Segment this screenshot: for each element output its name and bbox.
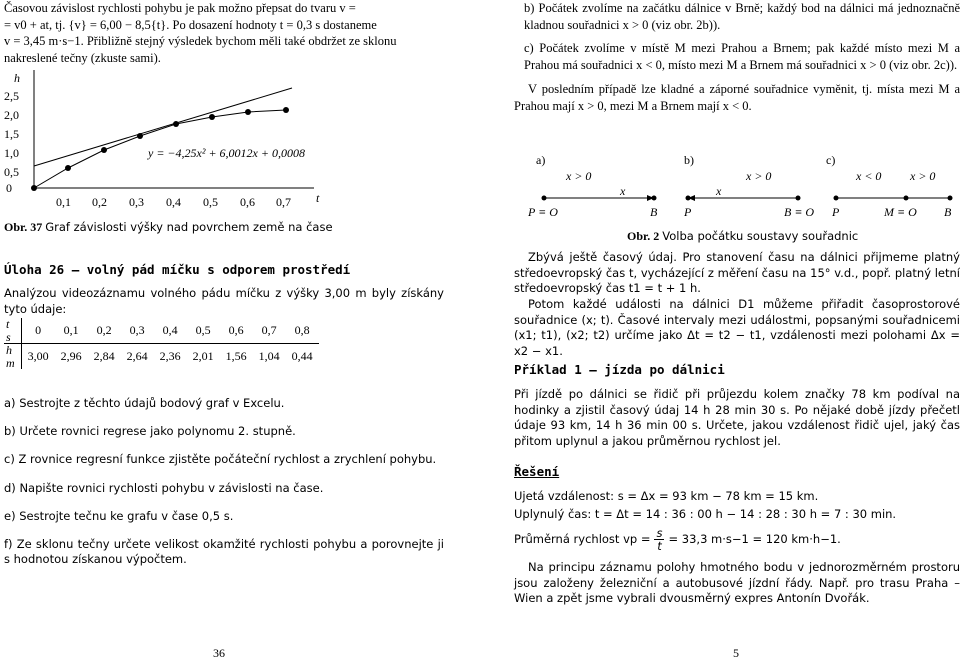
item-b: b) Počátek zvolíme na začátku dálnice v Brně; každý bod na dálnici má jednoznačně kladnou souřadnici x > 0 (viz obr. 2b)). bbox=[524, 1, 960, 32]
fig-b-left: P bbox=[684, 205, 692, 219]
paragraph: Zbývá ještě časový údaj. Pro stanovení času na dálnici přijmeme platný středoevropský čas t, vycházející z měření času na 15° v.d., popř. platný letní středoevropský čas t1 = t + 1 h. bbox=[514, 250, 960, 296]
y-axis-label: h bbox=[14, 71, 20, 85]
data-point bbox=[101, 147, 107, 153]
row-header-height: h m bbox=[4, 344, 21, 370]
fig-a-right: B bbox=[650, 205, 658, 219]
task-item: e) Sestrojte tečnu ke grafu v čase 0,5 s. bbox=[4, 508, 234, 523]
figure-caption: Graf závislosti výšky nad povrchem země na čase bbox=[45, 220, 333, 234]
x-tick-label: 0,1 bbox=[56, 195, 71, 209]
data-point bbox=[283, 107, 289, 113]
task-item: d) Napište rovnici rychlosti pohybu v závislosti na čase. bbox=[4, 480, 324, 495]
table-cell: 1,04 bbox=[258, 348, 280, 363]
fig-b-right: B ≡ O bbox=[784, 205, 815, 219]
table-cell: 0,5 bbox=[187, 318, 220, 344]
x-tick-label: 0,7 bbox=[276, 195, 291, 209]
solution-line: Ujetá vzdálenost: s = Δx = 93 km − 78 km = 15 km. bbox=[514, 489, 819, 503]
origin-label: 0 bbox=[6, 181, 12, 195]
table-cell: 0,7 bbox=[253, 318, 286, 344]
fig-c-point-left bbox=[834, 196, 839, 201]
data-point bbox=[65, 165, 71, 171]
figure-label: Obr. 37 bbox=[4, 220, 43, 234]
task-item: f) Ze sklonu tečny určete velikost okamžité rychlosti pohybu a porovnejte ji s hodnotou získanou výpočtem. bbox=[4, 536, 444, 567]
fig-a-point-left bbox=[542, 196, 547, 201]
table-cell: 2,96 bbox=[60, 348, 82, 363]
y-tick-label: 2,5 bbox=[4, 89, 19, 103]
left-column bbox=[4, 0, 444, 567]
figure-caption: Volba počátku soustavy souřadnic bbox=[662, 229, 859, 243]
fig-b-label: b) bbox=[684, 153, 694, 167]
intro-line-3: v = 3,45 m·s−1. Přibližně stejný výsledek bychom měli také obdržet ze sklonu bbox=[4, 34, 397, 48]
fig-b-point-right bbox=[796, 196, 801, 201]
item-c: c) Počátek zvolíme v místě M mezi Prahou a Brnem; pak každé místo mezi M a Prahou má souřadnici x < 0, místo mezi M a Brnem má souřadnici x > 0 (viz obr. 2c)). bbox=[524, 41, 960, 72]
fig-c-point-right bbox=[948, 196, 953, 201]
table-cell: 0,4 bbox=[154, 318, 187, 344]
y-tick-label: 1,0 bbox=[4, 146, 19, 160]
y-tick-label: 0,5 bbox=[4, 165, 19, 179]
coordinate-figure bbox=[514, 150, 960, 220]
task-item: c) Z rovnice regresní funkce zjistěte počáteční rychlost a zrychlení pohybu. bbox=[4, 452, 437, 467]
x-tick-label: 0,5 bbox=[203, 195, 218, 209]
row-header-time: t s bbox=[4, 318, 21, 344]
table-cell: 0,2 bbox=[88, 318, 121, 344]
task-intro: Analýzou videozáznamu volného pádu míčku z výšky 3,00 m byly získány tyto údaje: bbox=[4, 286, 444, 316]
intro-line-2: = v0 + at, tj. {v} = 6,00 − 8,5{t}. Po dosazení hodnoty t = 0,3 s dostaneme bbox=[4, 17, 377, 32]
intro-line-1: Časovou závislost rychlosti pohybu je pak možno přepsat do tvaru v = bbox=[4, 1, 356, 15]
data-point bbox=[209, 114, 215, 120]
table-cell: 0,1 bbox=[55, 318, 88, 344]
solution-title: Řešení bbox=[514, 464, 560, 479]
table-cell: 2,01 bbox=[192, 348, 214, 363]
fig-a-axis-x: x bbox=[620, 184, 626, 198]
task-item: b) Určete rovnici regrese jako polynomu 2. stupně. bbox=[4, 424, 296, 439]
table-cell: 0 bbox=[21, 318, 55, 344]
table-cell: 0,6 bbox=[220, 318, 253, 344]
fig-b-top-right: x > 0 bbox=[746, 169, 772, 183]
intro-line-4: nakreslené tečny (zkuste sami). bbox=[4, 50, 161, 65]
task-title: Úloha 26 – volný pád míčku s odporem prostředí bbox=[4, 262, 351, 277]
paragraph: V posledním případě lze kladné a záporné souřadnice vyměnit, tj. místa mezi M a Prahou mají x > 0, mezi M a Brnem mají x < 0. bbox=[514, 82, 960, 113]
measurement-table bbox=[4, 318, 319, 369]
table-cell: 0,44 bbox=[291, 348, 313, 363]
data-point bbox=[137, 133, 143, 139]
paragraph: Na principu záznamu polohy hmotného bodu v jednorozměrném prostoru jsou založeny železniční a autobusové jízdní řády. Např. pro trasu Praha – Wien a zpět jsme vybrali dvousměrný expres Antonín Dvořák. bbox=[514, 560, 960, 606]
fraction: $\frac{s}{t}$ bbox=[656, 526, 663, 554]
fig-a-left: P ≡ O bbox=[528, 205, 558, 219]
regression-equation: y = −4,25x² + 6,0012x + 0,0008 bbox=[148, 146, 305, 160]
fig-c-mid: M ≡ O bbox=[884, 205, 917, 219]
y-tick-label: 1,5 bbox=[4, 127, 19, 141]
fig-c-left: P bbox=[832, 205, 840, 219]
data-point bbox=[245, 109, 251, 115]
data-point bbox=[31, 185, 37, 191]
table-cell: 0,8 bbox=[286, 318, 319, 344]
x-tick-label: 0,6 bbox=[240, 195, 255, 209]
x-axis-label: t bbox=[316, 191, 320, 205]
solution-line: Průměrná rychlost vp = $\frac{s}{t}$ = 33,3 m·s−1 = 120 km·h−1. bbox=[514, 526, 841, 554]
page-number-right: 5 bbox=[733, 646, 739, 661]
table-row bbox=[4, 318, 319, 344]
table-cell: 3,00 bbox=[27, 348, 49, 363]
fig-c-label: c) bbox=[826, 153, 836, 167]
x-tick-label: 0,2 bbox=[92, 195, 107, 209]
table-cell: 2,36 bbox=[159, 348, 181, 363]
fig-c-right: B bbox=[944, 205, 952, 219]
fig-b-axis-x: x bbox=[716, 184, 722, 198]
page-number-left: 36 bbox=[213, 646, 225, 661]
paragraph: Potom každé události na dálnici D1 můžeme přiřadit časoprostorové souřadnice (x; t). Časové intervaly mezi událostmi, popsanými souřadnicemi (x1; t1), (x2; t2) určíme jako Δt = t2 − t1, vzdálenosti mezi polohami Δx = x2 − x1. bbox=[514, 296, 960, 358]
table-cell: 0,3 bbox=[121, 318, 154, 344]
y-tick-label: 2,0 bbox=[4, 108, 19, 122]
data-point bbox=[173, 121, 179, 127]
fig-c-top-left: x < 0 bbox=[856, 169, 882, 183]
figure-label: Obr. 2 bbox=[627, 229, 660, 243]
fig-a-top: x > 0 bbox=[566, 169, 592, 183]
x-tick-label: 0,4 bbox=[166, 195, 181, 209]
solution-line: Uplynulý čas: t = Δt = 14 : 36 : 00 h − 14 : 28 : 30 h = 7 : 30 min. bbox=[514, 507, 897, 522]
table-cell: 2,64 bbox=[126, 348, 148, 363]
table-cell: 2,84 bbox=[93, 348, 115, 363]
task-item: a) Sestrojte z těchto údajů bodový graf v Excelu. bbox=[4, 396, 285, 410]
example-text: Při jízdě po dálnici se řidič při průjezdu kolem značky 78 km podíval na hodinky a zjistil časový údaj 14 h 28 min 30 s. Po nějaké době jízdy přečetl údaje 93 km, 14 h 36 min 00 s. Určete, jakou vzdálenost řidič ujel, jaký čas přitom uplynul a jakou průměrnou rychlost jel. bbox=[514, 387, 960, 448]
x-tick-label: 0,3 bbox=[129, 195, 144, 209]
right-column bbox=[514, 0, 960, 606]
fig-c-top-right: x > 0 bbox=[910, 169, 936, 183]
fig-c-point-mid bbox=[904, 196, 909, 201]
example-title: Příklad 1 – jízda po dálnici bbox=[514, 362, 725, 377]
height-time-graph bbox=[4, 66, 444, 216]
table-row bbox=[4, 344, 319, 370]
table-cell: 1,56 bbox=[225, 348, 247, 363]
fig-a-label: a) bbox=[536, 153, 546, 167]
